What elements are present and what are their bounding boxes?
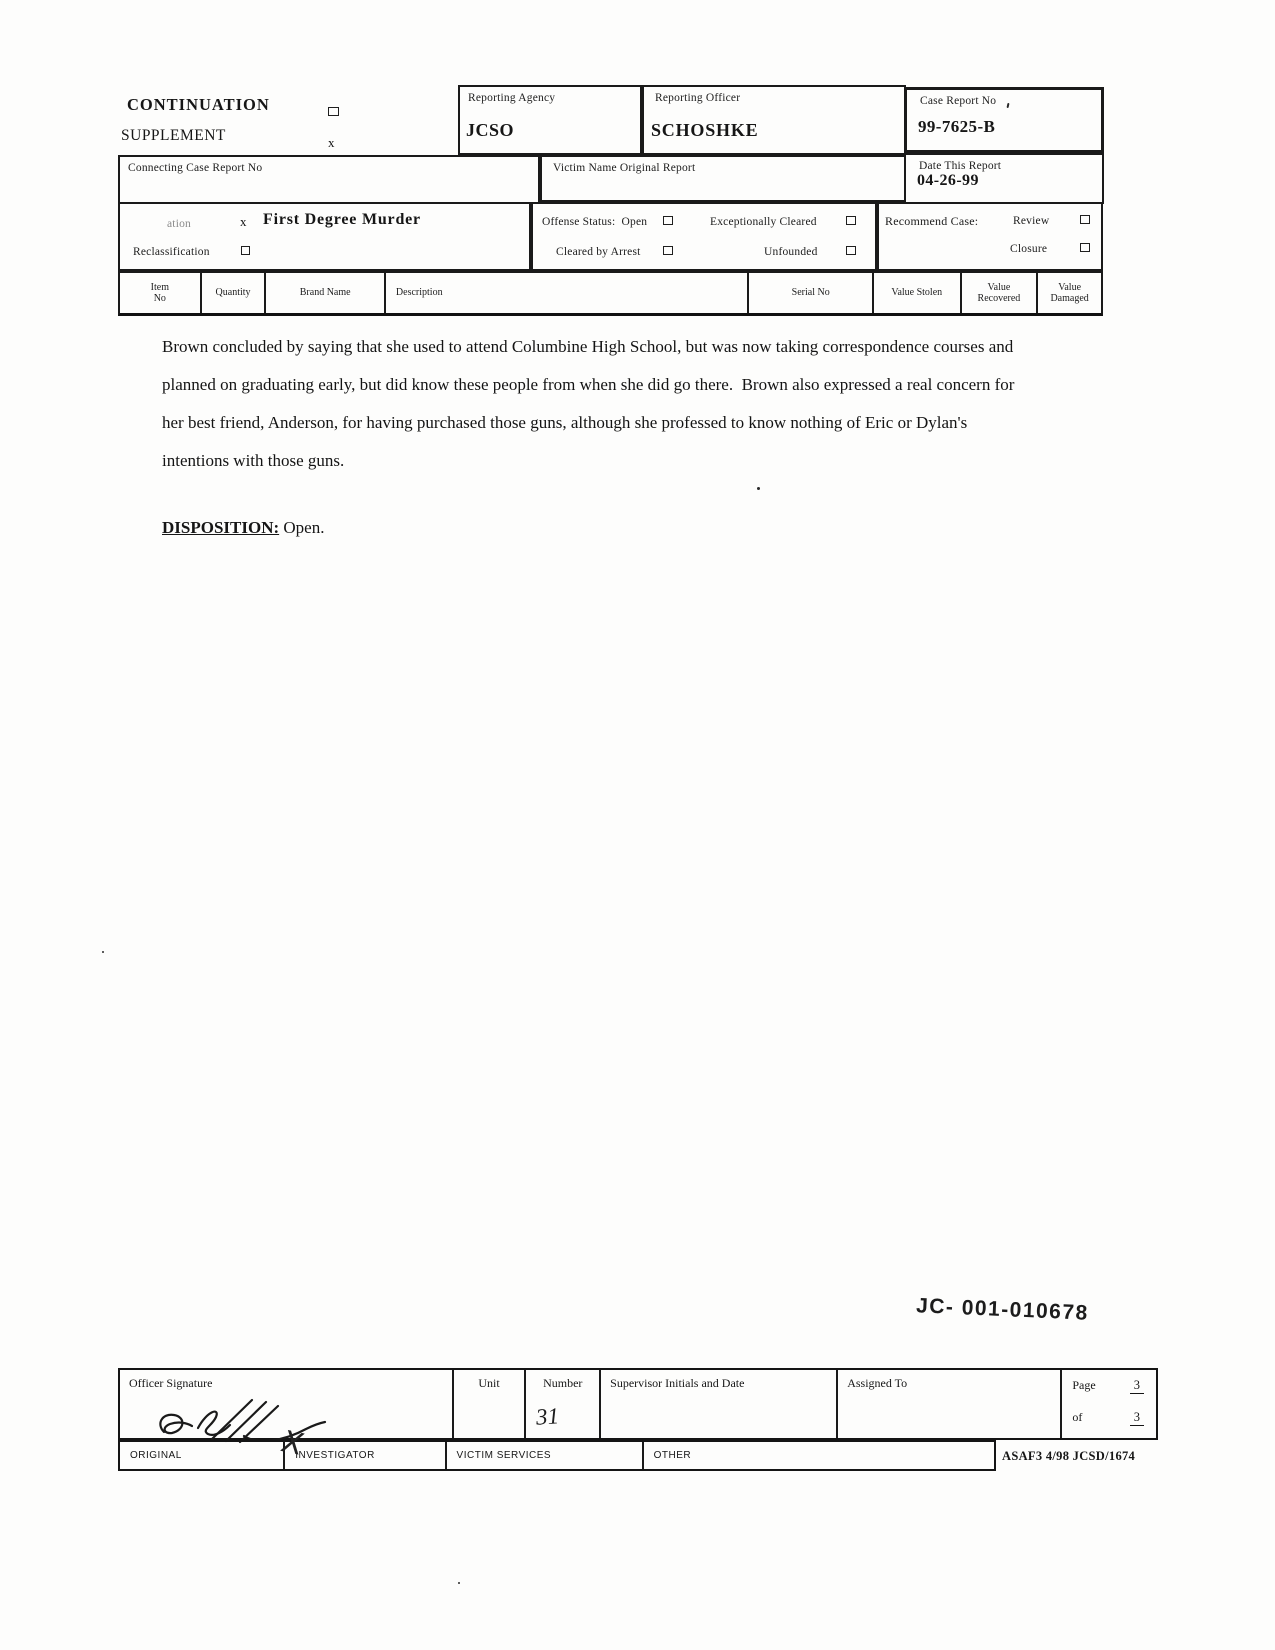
review-label: Review bbox=[1013, 215, 1050, 227]
value-damaged-column-header: Value Damaged bbox=[1050, 281, 1089, 304]
supervisor-initials-label: Supervisor Initials and Date bbox=[610, 1376, 745, 1390]
original-cell bbox=[120, 1442, 285, 1469]
continuation-label: CONTINUATION bbox=[127, 95, 270, 114]
page-value: 3 bbox=[1130, 1378, 1144, 1394]
exceptionally-cleared-checkbox bbox=[846, 216, 856, 225]
serial-no-column-header: Serial No bbox=[749, 273, 873, 313]
number-label: Number bbox=[543, 1376, 583, 1390]
unit-label: Unit bbox=[478, 1376, 500, 1390]
disposition-label: DISPOSITION: bbox=[162, 518, 280, 537]
unfounded-checkbox bbox=[846, 246, 856, 255]
cleared-by-arrest-checkbox bbox=[663, 246, 673, 255]
page-total-value: 3 bbox=[1130, 1410, 1144, 1426]
unfounded-label: Unfounded bbox=[764, 246, 818, 258]
offense-status-box bbox=[531, 202, 877, 271]
item-table-header bbox=[118, 271, 1103, 316]
supplement-x-mark: x bbox=[328, 135, 335, 150]
offense-status-label: Offense Status: Open bbox=[542, 216, 648, 228]
assigned-to-label: Assigned To bbox=[847, 1376, 908, 1390]
supplement-label: SUPPLEMENT bbox=[121, 127, 226, 144]
classification-value: First Degree Murder bbox=[263, 211, 421, 228]
narrative-line-1: Brown concluded by saying that she used to attend Columbine High School, but was now taking correspondence courses and bbox=[162, 337, 1014, 356]
scan-speck bbox=[757, 487, 760, 490]
page-count-cell bbox=[1062, 1370, 1156, 1438]
disposition-value: Open. bbox=[283, 518, 325, 537]
assigned-to-cell bbox=[838, 1370, 1062, 1438]
other-cell bbox=[644, 1442, 994, 1469]
date-this-report-label: Date This Report bbox=[919, 160, 1002, 172]
classification-x-mark: x bbox=[240, 214, 247, 229]
case-report-no-value: 99-7625-B bbox=[918, 117, 996, 136]
supervisor-initials-cell bbox=[601, 1370, 838, 1438]
victim-services-cell bbox=[447, 1442, 644, 1469]
cleared-by-arrest-label: Cleared by Arrest bbox=[556, 246, 641, 258]
closure-label: Closure bbox=[1010, 243, 1048, 255]
reporting-agency-label: Reporting Agency bbox=[468, 92, 556, 104]
page-label: Page bbox=[1072, 1378, 1096, 1392]
other-label: OTHER bbox=[653, 1450, 692, 1461]
narrative-line-4: intentions with those guns. bbox=[162, 451, 345, 470]
quantity-column-header: Quantity bbox=[202, 273, 267, 313]
reporting-officer-label: Reporting Officer bbox=[655, 92, 741, 104]
exceptionally-cleared-label: Exceptionally Cleared bbox=[710, 216, 817, 228]
unit-number-handwritten: 31 bbox=[535, 1403, 560, 1430]
original-label: ORIGINAL bbox=[130, 1450, 182, 1461]
scan-speck bbox=[458, 1582, 460, 1584]
connecting-case-label: Connecting Case Report No bbox=[128, 162, 263, 174]
victim-name-label: Victim Name Original Report bbox=[553, 162, 696, 174]
of-label: of bbox=[1072, 1410, 1083, 1424]
footer-signature-row bbox=[118, 1368, 1158, 1440]
narrative-line-3: her best friend, Anderson, for having purchased those guns, although she professed to know nothing of Eric or Dylan's bbox=[162, 413, 968, 432]
reporting-officer-value: SCHOSHKE bbox=[651, 120, 759, 140]
classification-label-faded: ation bbox=[167, 218, 191, 230]
case-report-no-label: Case Report No bbox=[920, 95, 997, 107]
footer-distribution-row bbox=[118, 1440, 996, 1471]
narrative-line-2: planned on graduating early, but did know these people from when she did go there. Brown also expressed a real concern for bbox=[162, 375, 1015, 394]
offense-status-open-checkbox bbox=[663, 216, 673, 225]
investigator-cell bbox=[285, 1442, 446, 1469]
value-recovered-column-header: Value Recovered bbox=[962, 273, 1039, 313]
scan-speck bbox=[102, 951, 104, 953]
unit-cell bbox=[454, 1370, 527, 1438]
review-checkbox bbox=[1080, 215, 1090, 224]
disposition-line bbox=[162, 518, 324, 538]
reclassification-label: Reclassification bbox=[133, 246, 210, 258]
investigator-label: INVESTIGATOR bbox=[295, 1450, 375, 1461]
continuation-checkbox bbox=[328, 107, 339, 116]
recommend-case-box bbox=[877, 202, 1103, 271]
reporting-agency-value: JCSO bbox=[466, 120, 515, 140]
date-this-report-value: 04-26-99 bbox=[917, 172, 979, 189]
closure-checkbox bbox=[1080, 243, 1090, 252]
item-no-column-header: Item No bbox=[120, 273, 202, 313]
victim-services-label: VICTIM SERVICES bbox=[456, 1450, 552, 1461]
form-code: ASAF3 4/98 JCSD/1674 bbox=[1002, 1449, 1136, 1463]
value-stolen-column-header: Value Stolen bbox=[874, 273, 962, 313]
bates-number-stamp: JC- 001-010678 bbox=[915, 1294, 1090, 1325]
officer-signature-label: Officer Signature bbox=[129, 1376, 213, 1390]
brand-name-column-header: Brand Name bbox=[266, 273, 386, 313]
recommend-case-label: Recommend Case: bbox=[885, 214, 979, 228]
victim-name-box bbox=[540, 155, 906, 202]
description-column-header: Description bbox=[386, 273, 750, 313]
connecting-case-box bbox=[118, 155, 540, 204]
reclassification-checkbox bbox=[241, 246, 250, 255]
original-x-mark: X bbox=[276, 1424, 308, 1463]
